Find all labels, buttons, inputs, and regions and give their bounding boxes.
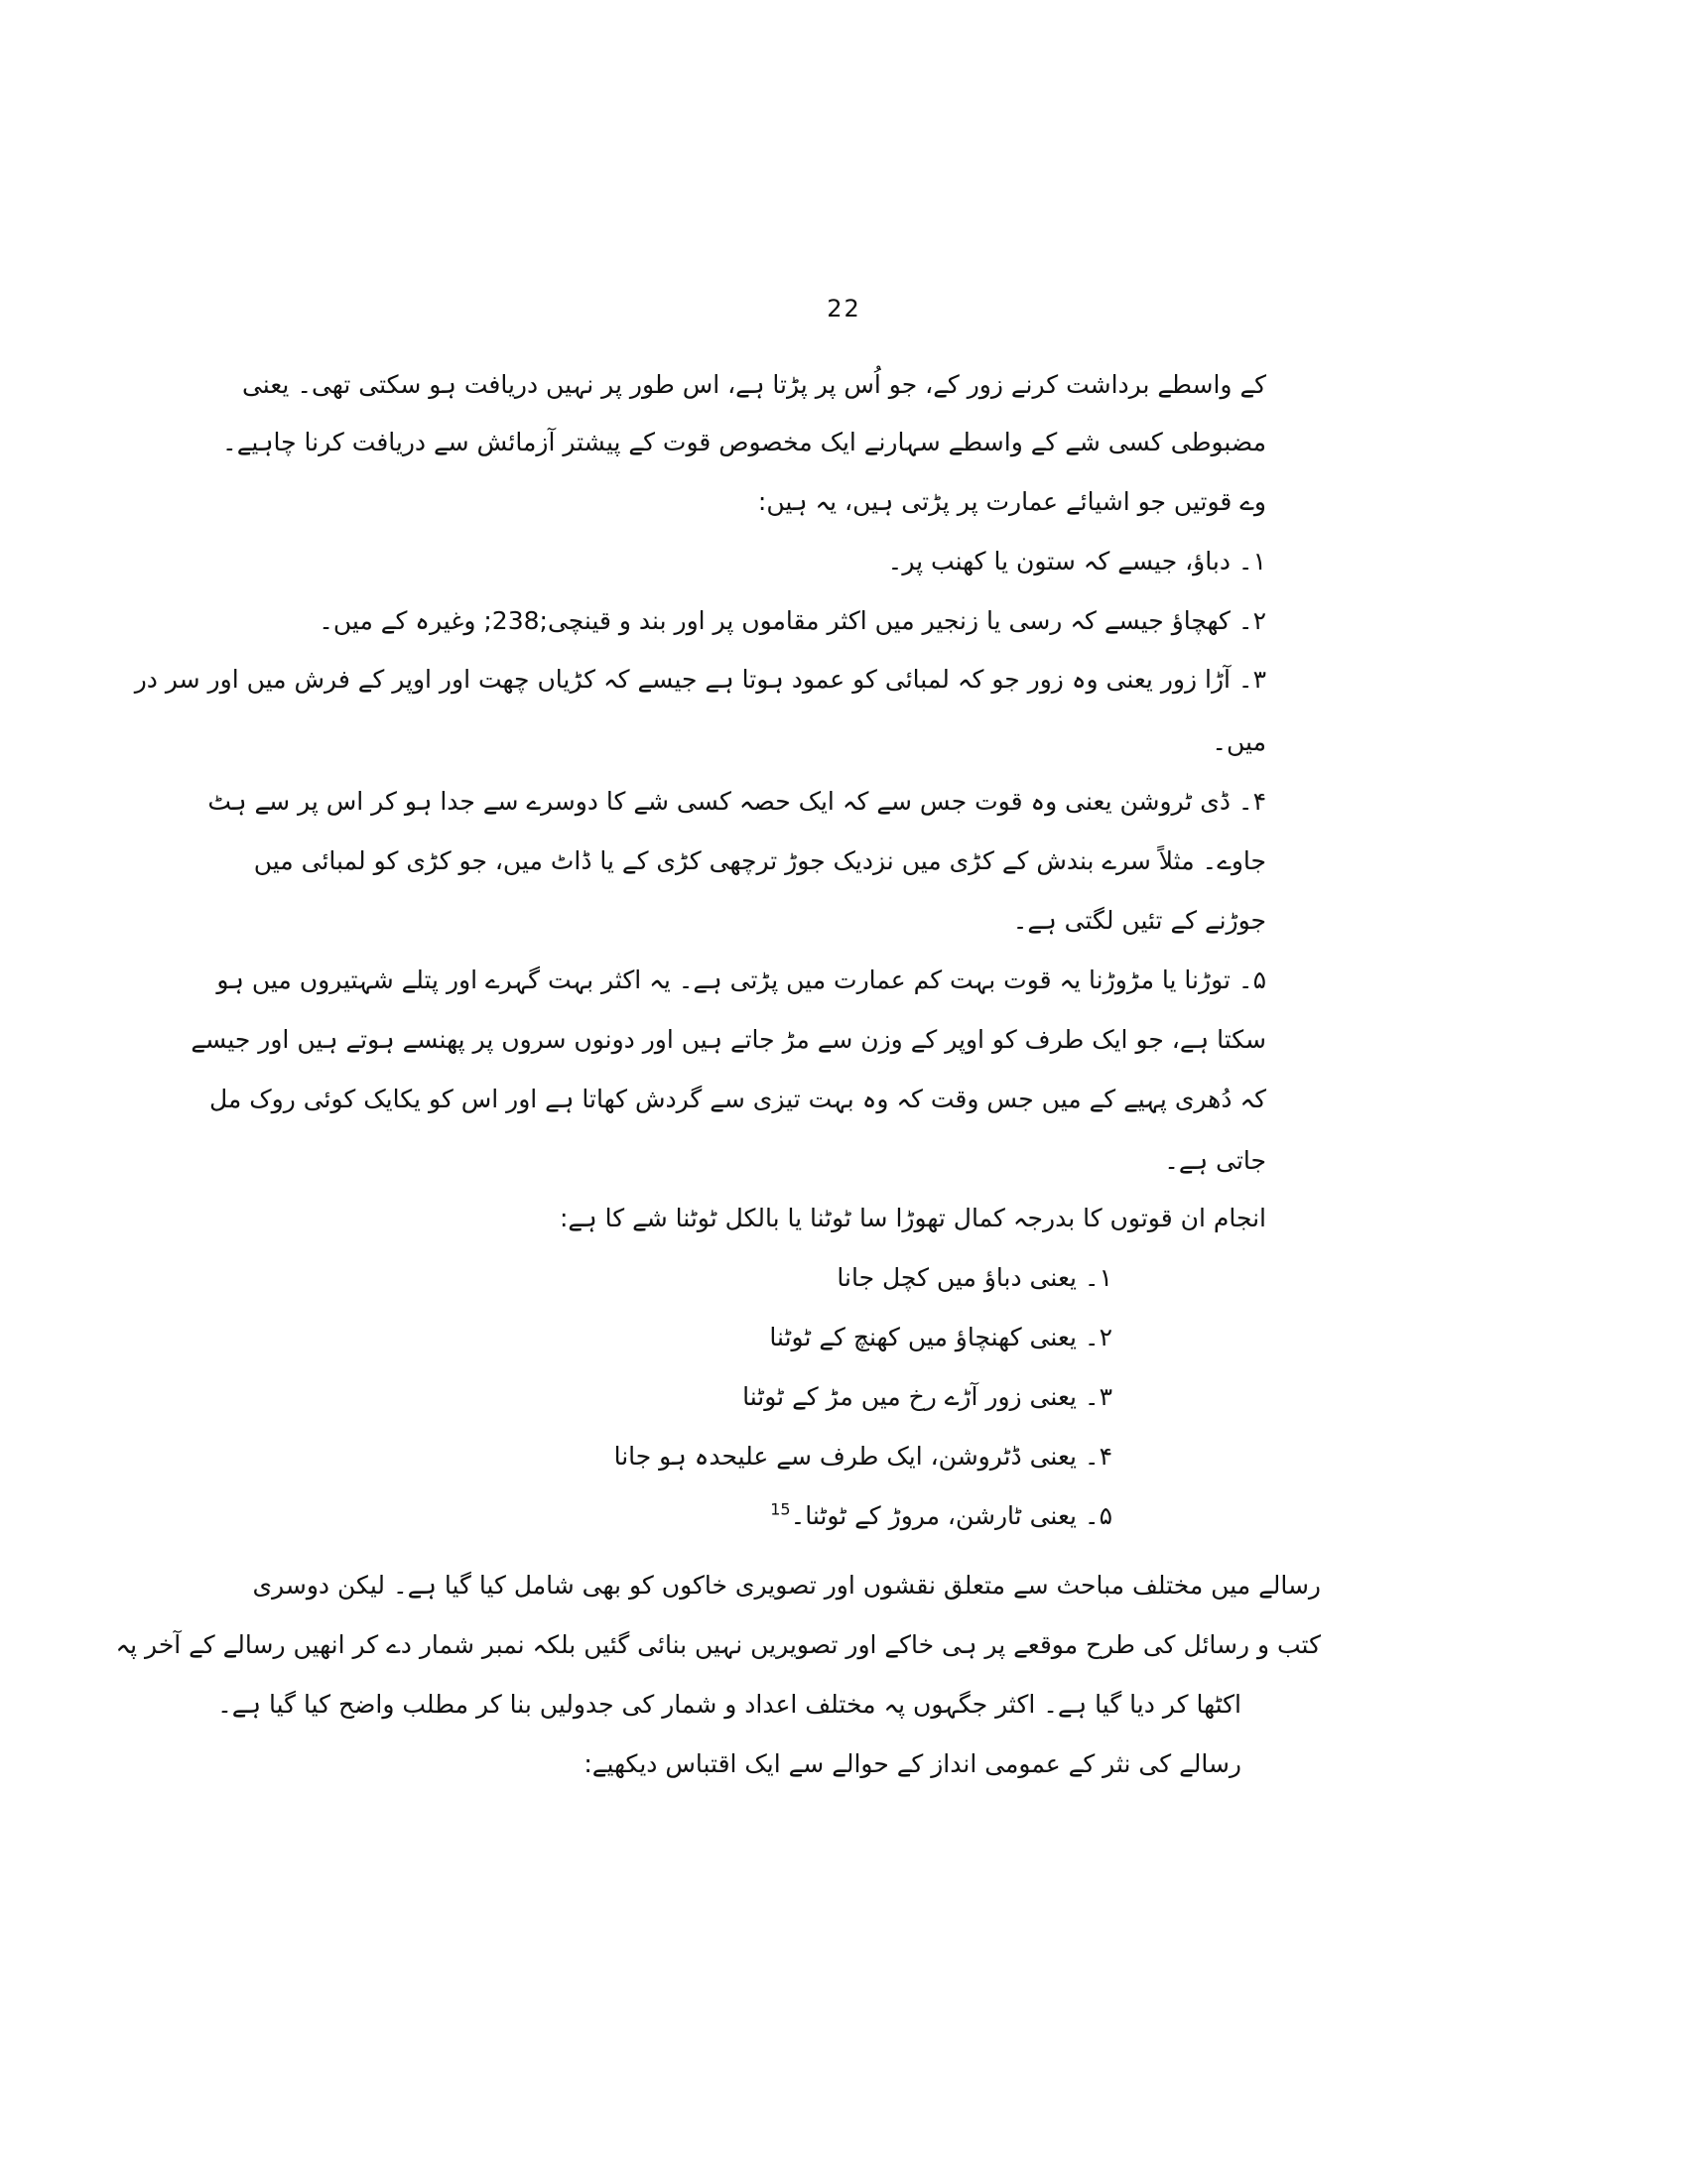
body-text-line: وے قوتیں جو اشیائے عمارت پر پڑتی ہیں، یہ ہیں: [757,487,1266,516]
body-text-line: اکٹھا کر دیا گیا ہے۔ اکثر جگہوں پہ مختلف اعداد و شمار کی جدولیں بنا کر مطلب واضح کیا گیا ہے۔ [217,1690,1241,1719]
body-text-line: جاوے۔ مثلاً سرے بندش کے کڑی میں نزدیک جوڑ ترچھی کڑی کے یا ڈاٹ میں، جو کڑی کو لمبائی میں [253,846,1266,875]
body-text-line: مضبوطی کسی شے کے واسطے سہارنے ایک مخصوص قوت کے پیشتر آزمائش سے دریافت کرنا چاہیے۔ [222,428,1266,456]
body-text-line: رسالے کی نثر کے عمومی انداز کے حوالے سے ایک اقتباس دیکھیے: [584,1749,1241,1778]
body-text-line: انجام ان قوتوں کا بدرجہ کمال تھوڑا سا ٹوٹنا یا بالکل ٹوٹنا شے کا ہے: [559,1204,1266,1232]
body-text-line: کہ دُھری پہیے کے میں جس وقت کہ وہ بہت تیزی سے گردش کھاتا ہے اور اس کو یکایک کوئی روک مل [208,1085,1266,1113]
list-item: ۱۔ یعنی دباؤ میں کچل جانا [837,1263,1112,1292]
list-item: ۲۔ یعنی کھنچاؤ میں کھنچ کے ٹوٹنا [769,1323,1112,1351]
body-text-line: کے واسطے برداشت کرنے زور کے، جو اُس پر پڑتا ہے، اس طور پر نہیں دریافت ہو سکتی تھی۔ یعنی [241,370,1266,399]
body-text-line: کتب و رسائل کی طرح موقعے پر ہی خاکے اور تصویریں نہیں بنائی گئیں بلکہ نمبر شمار دے کر انھیں رسالے کے آخر پہ [115,1630,1321,1659]
body-text-line: جوڑنے کے تئیں لگتی ہے۔ [1012,906,1266,935]
footnote-reference: 15 [770,1499,791,1519]
list-item: ۴۔ ڈی ٹروشن یعنی وہ قوت جس سے کہ ایک حصہ کسی شے کا دوسرے سے جدا ہو کر اس پر سے ہٹ [207,787,1266,816]
list-item: ۱۔ دباؤ، جیسے کہ ستون یا کھنب پر۔ [887,547,1266,576]
list-item: ۳۔ آڑا زور یعنی وہ زور جو کہ لمبائی کو عمود ہوتا ہے جیسے کہ کڑیاں چھت اور اوپر کے فرش میں اور سر در [134,665,1266,694]
body-text-line: میں۔ [1212,727,1266,756]
list-item: ۴۔ یعنی ڈٹروشن، ایک طرف سے علیحدہ ہو جانا [613,1442,1112,1471]
list-item: ۲۔ کھچاؤ جیسے کہ رسی یا زنجیر میں اکثر مقاموں پر اور بند و قینچی;238; وغیرہ کے میں۔ [319,606,1266,635]
body-text-line: جاتی ہے۔ [1164,1146,1266,1175]
body-text-line: رسالے میں مختلف مباحث سے متعلق نقشوں اور تصویری خاکوں کو بھی شامل کیا گیا ہے۔ لیکن دوسری [252,1571,1321,1600]
body-text-line: سکتا ہے، جو ایک طرف کو اوپر کے وزن سے مڑ جاتے ہیں اور دونوں سروں پر پھنسے ہوتے ہیں اور جیسے [191,1025,1266,1054]
list-item [770,1498,1112,1534]
list-item-text: ۵۔ یعنی ٹارشن، مروڑ کے ٹوٹنا۔ [790,1501,1112,1530]
list-item: ۳۔ یعنی زور آڑے رخ میں مڑ کے ٹوٹنا [742,1382,1112,1411]
list-item: ۵۔ توڑنا یا مڑوڑنا یہ قوت بہت کم عمارت میں پڑتی ہے۔ یہ اکثر بہت گہرے اور پتلے شہتیروں میں ہو [216,965,1266,994]
page-number: 22 [827,295,861,322]
